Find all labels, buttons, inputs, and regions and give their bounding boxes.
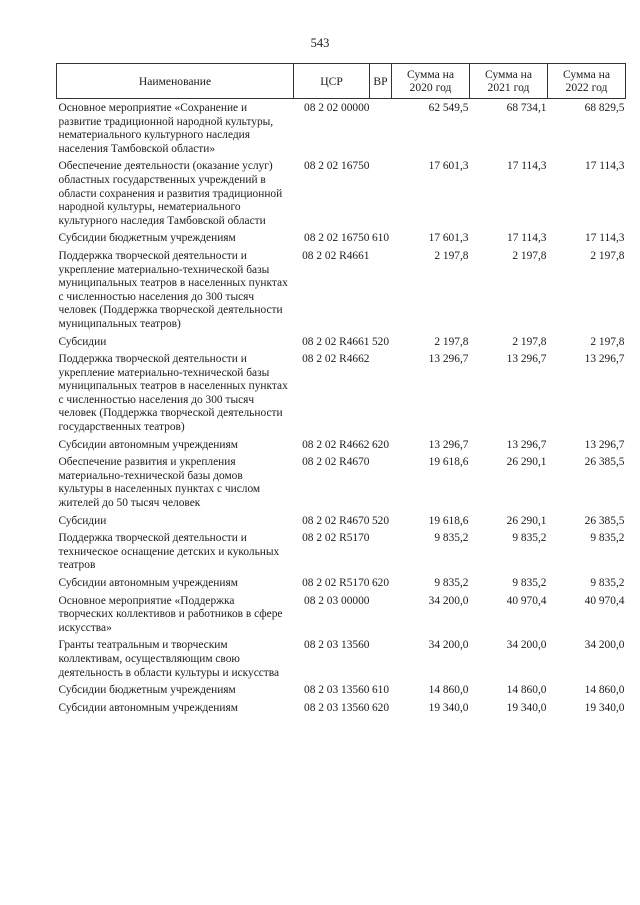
row-sum-2022: 17 114,3 [585,232,625,245]
row-sum-2021: 9 835,2 [512,532,547,545]
row-sum-2020: 2 197,8 [434,249,469,262]
table-row [57,438,626,456]
row-csr: 08 2 03 13560 [304,639,370,652]
row-sum-2020: 19 618,6 [428,456,469,469]
row-csr: 08 2 02 16750 [304,160,370,173]
row-sum-2022: 2 197,8 [590,249,625,262]
row-vr: 520 [371,514,390,527]
row-sum-2022: 19 340,0 [584,701,625,714]
table-row [57,576,626,594]
row-vr: 610 [371,232,390,245]
row-sum-2020: 34 200,0 [428,639,469,652]
row-sum-2021: 2 197,8 [512,335,547,348]
row-sum-2022: 14 860,0 [584,684,625,697]
budget-table [56,63,626,718]
row-sum-2022: 13 296,7 [584,438,625,451]
row-sum-2021: 9 835,2 [512,577,547,589]
row-sum-2022: 68 829,5 [584,102,625,114]
row-csr: 08 2 03 13560 [304,684,370,697]
row-vr: 620 [371,438,390,451]
row-sum-2020: 13 296,7 [428,438,469,451]
row-sum-2022: 26 385,5 [584,514,625,527]
row-name: Субсидии автономным учреждениям [58,438,238,451]
row-name: Гранты театральным и творческим коллективам, осуществляющим свою деятельность в области культуры и искусства [58,639,280,679]
row-name: Субсидии автономным учреждениям [58,701,238,714]
table-row [57,249,626,335]
row-sum-2020: 14 860,0 [428,684,469,697]
row-vr: 520 [371,335,390,348]
row-name: Субсидии [58,514,107,527]
row-sum-2020: 34 200,0 [428,594,469,607]
row-vr [370,638,392,683]
row-sum-2020: 9 835,2 [434,577,469,589]
header-name: Наименование [57,64,294,99]
row-sum-2020: 19 340,0 [428,701,469,714]
row-sum-2022: 34 200,0 [584,639,625,652]
table-row [57,101,626,159]
row-sum-2022: 40 970,4 [584,594,625,607]
row-sum-2021: 13 296,7 [506,438,547,451]
row-name: Обеспечение развития и укрепления материально-технической базы домов культуры в населенных пунктах с числом жителей до 50 тысяч человек [58,456,261,510]
row-vr [370,531,392,576]
row-sum-2022: 9 835,2 [590,532,625,545]
row-sum-2021: 13 296,7 [506,353,547,366]
row-vr [370,594,392,639]
row-vr: 610 [371,684,390,697]
row-sum-2021: 2 197,8 [512,249,547,262]
header-sum-2022: Сумма на 2022 год [548,64,626,99]
row-name: Обеспечение деятельности (оказание услуг) областных государственных учреждений в области сохранения и развития традиционной народной культуры, нематериального культурного наследия Тамбовской области [58,160,283,227]
header-sum-2020: Сумма на 2020 год [392,64,470,99]
row-vr [370,455,392,513]
row-csr: 08 2 02 R4662 [302,353,370,366]
table-row [57,352,626,438]
row-vr [370,101,392,159]
row-sum-2021: 26 290,1 [506,514,547,527]
row-csr: 08 2 03 00000 [304,594,370,607]
row-sum-2021: 34 200,0 [506,639,547,652]
row-csr: 08 2 02 R4662 [302,438,370,451]
row-sum-2020: 13 296,7 [428,353,469,366]
row-name: Основное мероприятие «Поддержка творческих коллективов и работников в сфере искусства» [58,594,283,634]
table-row [57,159,626,231]
row-csr: 08 2 02 R4661 [302,335,370,348]
row-csr: 08 2 02 R5170 [302,532,370,545]
row-csr: 08 2 02 R4670 [302,456,370,469]
row-sum-2022: 9 835,2 [590,577,625,589]
row-sum-2021: 68 734,1 [506,102,547,114]
row-name: Субсидии автономным учреждениям [58,577,238,589]
row-name: Поддержка творческой деятельности и техническое оснащение детских и кукольных театров [58,532,280,572]
table-row [57,701,626,719]
row-vr [370,352,392,438]
row-name: Субсидии бюджетным учреждениям [58,684,236,697]
table-row [57,638,626,683]
row-name: Поддержка творческой деятельности и укрепление материально-технической базы муниципальных театров в населенных пунктах с численностью населения до 300 тысяч человек (Поддержка творческой деятельности муниципальных театров) [58,249,288,330]
row-sum-2020: 17 601,3 [428,232,469,245]
header-sum-2021: Сумма на 2021 год [470,64,548,99]
table-row [57,335,626,353]
table-row [57,594,626,639]
row-sum-2021: 17 114,3 [507,232,547,245]
row-vr [370,249,392,335]
row-sum-2021: 40 970,4 [506,594,547,607]
table-row [57,455,626,513]
row-csr: 08 2 02 R4661 [302,249,370,262]
row-sum-2020: 19 618,6 [428,514,469,527]
row-sum-2021: 17 114,3 [507,160,547,173]
row-name: Субсидии бюджетным учреждениям [58,232,236,245]
row-csr: 08 2 03 13560 [304,701,370,714]
row-vr: 620 [371,701,390,714]
table-row [57,683,626,701]
row-sum-2022: 17 114,3 [585,160,625,173]
table-row [57,231,626,249]
row-name: Субсидии [58,335,107,348]
table-row [57,514,626,532]
table-header-row [57,64,626,99]
row-sum-2021: 14 860,0 [506,684,547,697]
row-sum-2022: 26 385,5 [584,456,625,469]
row-sum-2020: 2 197,8 [434,335,469,348]
row-sum-2021: 19 340,0 [506,701,547,714]
table-row [57,531,626,576]
row-csr: 08 2 02 16750 [304,232,370,245]
header-csr: ЦСР [294,64,370,99]
header-vr: ВР [370,64,392,99]
row-sum-2022: 2 197,8 [590,335,625,348]
page-number: 543 [310,36,330,50]
row-csr: 08 2 02 R5170 [302,577,370,589]
row-csr: 08 2 02 R4670 [302,514,370,527]
row-vr [370,159,392,231]
row-sum-2022: 13 296,7 [584,353,625,366]
row-sum-2020: 62 549,5 [428,102,469,114]
row-vr: 620 [371,577,390,589]
row-sum-2020: 9 835,2 [434,532,469,545]
row-sum-2021: 26 290,1 [506,456,547,469]
row-name: Поддержка творческой деятельности и укрепление материально-технической базы муниципальных театров в населенных пунктах с численностью населения до 300 тысяч человек (Поддержка творческой деятельности государственных театров) [58,353,288,434]
row-csr: 08 2 02 00000 [304,102,370,114]
row-sum-2020: 17 601,3 [428,160,469,173]
row-name: Основное мероприятие «Сохранение и развитие традиционной народной культуры, нематериального культурного наследия населения Тамбовской области» [58,102,274,155]
